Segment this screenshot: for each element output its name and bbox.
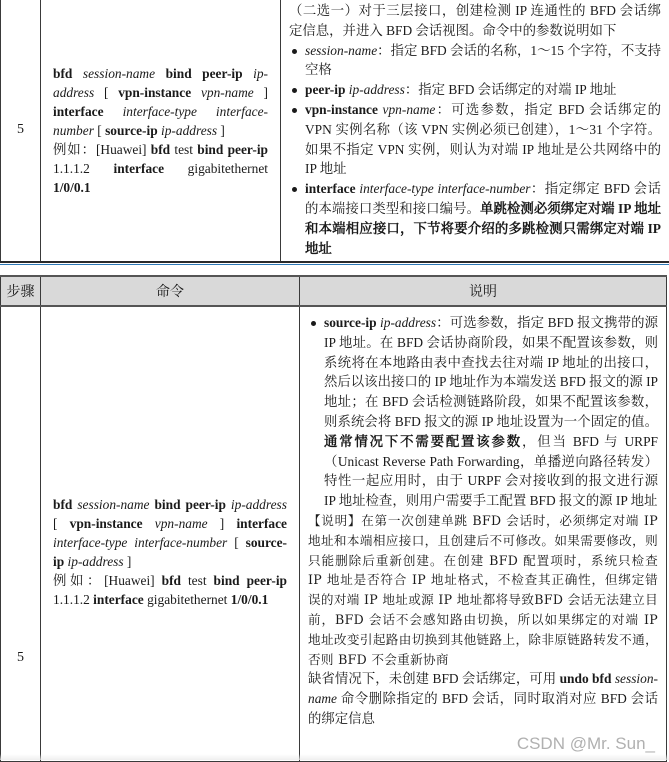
command-table-bottom (0, 275, 667, 762)
step-number: 5 (1, 0, 41, 262)
param-item: session-name：指定 BFD 会话的名称，1～15 个字符，不支持空格 (289, 41, 661, 81)
param-item: interface interface-type interface-number：指定绑定 BFD 会话的本端接口类型和接口编号。单跳检测必须绑定对端 IP 地址和本端相应接口，下节将要介绍的多跳检测只需绑定对端 IP 地址 (289, 179, 661, 258)
example-text: [Huawei] bfd test bind peer-ip 1.1.1.2 interface gigabitethernet 1/0/0.1 (53, 142, 268, 195)
command-cell (41, 0, 281, 262)
description-intro: （二选一）对于三层接口，创建检测 IP 连通性的 BFD 会话绑定信息，并进入 BFD 会话视图。命令中的参数说明如下 (289, 1, 661, 41)
param-list (289, 41, 661, 259)
default-text: 缺省情况下，未创建 BFD 会话绑定，可用 undo bfd session-name 命令删除指定的 BFD 会话，同时取消对应 BFD 会话的绑定信息 (308, 669, 658, 728)
table-row (1, 306, 667, 761)
command-syntax: bfd session-name bind peer-ip ip-address [ vpn-instance vpn-name ] interface interface-type interface-number [ source-ip ip-address ] (53, 64, 268, 140)
header-command: 命令 (41, 276, 300, 306)
command-table-top (0, 0, 669, 263)
param-item: peer-ip ip-address：指定 BFD 会话绑定的对端 IP 地址 (289, 80, 661, 100)
param-item: vpn-instance vpn-name：可选参数，指定 BFD 会话绑定的 VPN 实例名称（该 VPN 实例必须已创建），1～31 个字符。如果不指定 VPN 实例，则认为对端 IP 地址是公共网络中的 IP 地址 (289, 100, 661, 179)
step-number: 5 (1, 306, 41, 761)
example-label: 例如： (53, 573, 104, 588)
example-label: 例如： (53, 142, 96, 157)
header-step: 步骤 (1, 276, 41, 306)
param-list (308, 313, 658, 511)
watermark: CSDN @Mr. Sun_ (517, 734, 655, 754)
param-item: source-ip ip-address：可选参数，指定 BFD 报文携带的源 IP 地址。在 BFD 会话协商阶段，如果不配置该参数，则系统将在本地路由表中查找去往对端 IP 地址的出接口，然后以该出接口的 IP 地址作为本端发送 BFD 报文的源 IP 地址；在 BFD 会话检测链路阶段，如果不配置该参数，则系统会将 BFD 报文的源 IP 地址设置为一个固定的值。通常情况下不需要配置该参数，但当 BFD 与 URPF（Unicast Reverse Path Forwarding，单播逆向路径转发）特性一起应用时，由于 URPF 会对接收到的报文进行源 IP 地址检查，则用户需要手工配置 BFD 报文的源 IP 地址 (308, 313, 658, 511)
example-text: [Huawei] bfd test bind peer-ip 1.1.1.2 interface gigabitethernet 1/0/0.1 (53, 573, 287, 607)
command-example (53, 571, 287, 609)
note-text: 【说明】在第一次创建单跳 BFD 会话时，必须绑定对端 IP 地址和本端相应接口，且创建后不可修改。如果需要修改，则只能删除后重新创建。在创建 BFD 配置项时，系统只检查 IP 地址是否符合 IP 地址格式，不检查其正确性，但绑定错误的对端 IP 地址或源 IP 地址都将导致BFD 会话无法建立目前，BFD 会话不会感知路由切换，所以如果绑定的对端 IP 地址改变引起路由切换到其他链路上，除非原链路转发不通，否则 BFD 不会重新协商 (308, 511, 658, 669)
table-header-row (1, 276, 667, 306)
page-separator (0, 264, 669, 265)
command-example (53, 140, 268, 197)
command-syntax: bfd session-name bind peer-ip ip-address [ vpn-instance vpn-name ] interface interface-type interface-number [ source-ip ip-address ] (53, 495, 287, 571)
table-row (1, 0, 669, 262)
bottom-fade (0, 754, 669, 760)
description-cell (300, 306, 667, 761)
command-cell (41, 306, 300, 761)
description-cell (281, 0, 669, 262)
header-description: 说明 (300, 276, 667, 306)
